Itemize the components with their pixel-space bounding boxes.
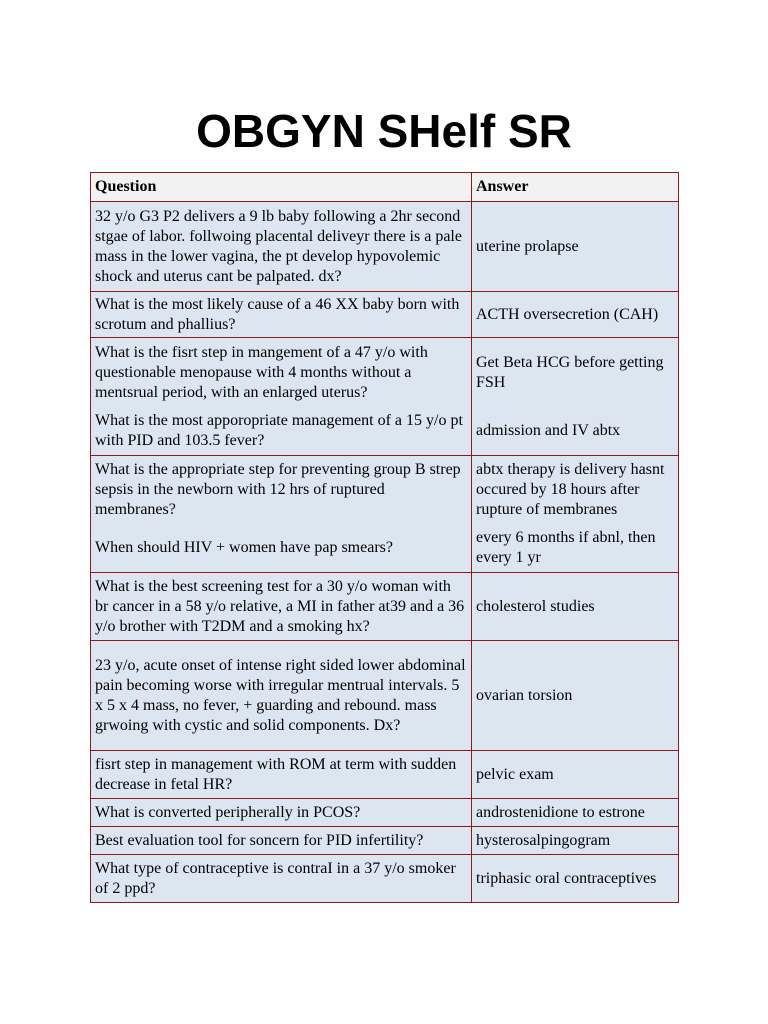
question-cell: What is the fisrt step in mangement of a 47 y/o with questionable menopause with 4 months without a mentsrual period, with an enlarged uterus? <box>91 338 472 408</box>
question-cell: 32 y/o G3 P2 delivers a 9 lb baby following a 2hr second stgae of labor. follwoing placental deliveyr there is a pale mass in the lower vagina, the pt develop hypovolemic shock and uterus cant be palpated. dx? <box>91 202 472 292</box>
answer-cell: admission and IV abtx <box>472 408 679 456</box>
qa-table <box>90 172 679 903</box>
answer-cell: triphasic oral contraceptives <box>472 855 679 903</box>
question-cell: What is the appropriate step for preventing group B strep sepsis in the newborn with 12 hrs of ruptured membranes? <box>91 456 472 524</box>
answer-cell: ACTH oversecretion (CAH) <box>472 292 679 338</box>
question-cell: What is the most apporopriate management of a 15 y/o pt with PID and 103.5 fever? <box>91 408 472 456</box>
answer-cell: Get Beta HCG before getting FSH <box>472 338 679 408</box>
table-row <box>91 408 679 456</box>
answer-cell: androstenidione to estrone <box>472 799 679 827</box>
answer-cell: cholesterol studies <box>472 573 679 641</box>
page-title: OBGYN SHelf SR <box>196 105 572 157</box>
table-row <box>91 524 679 573</box>
question-cell: What is the most likely cause of a 46 XX baby born with scrotum and phallius? <box>91 292 472 338</box>
question-cell: What type of contraceptive is contraI in a 37 y/o smoker of 2 ppd? <box>91 855 472 903</box>
question-cell: fisrt step in management with ROM at term with sudden decrease in fetal HR? <box>91 751 472 799</box>
question-cell: What is converted peripherally in PCOS? <box>91 799 472 827</box>
question-cell: 23 y/o, acute onset of intense right sided lower abdominal pain becoming worse with irregular mentrual intervals. 5 x 5 x 4 mass, no fever, + guarding and rebound. mass grwoing with cystic and solid components. Dx? <box>91 641 472 751</box>
answer-cell: ovarian torsion <box>472 641 679 751</box>
table-header-row <box>91 173 679 202</box>
table-row <box>91 855 679 903</box>
question-cell: When should HIV + women have pap smears? <box>91 524 472 573</box>
answer-cell: hysterosalpingogram <box>472 827 679 855</box>
answer-cell: pelvic exam <box>472 751 679 799</box>
question-cell: Best evaluation tool for soncern for PID infertility? <box>91 827 472 855</box>
table-row <box>91 338 679 408</box>
table-row <box>91 573 679 641</box>
table-row <box>91 751 679 799</box>
answer-cell: uterine prolapse <box>472 202 679 292</box>
answer-cell: abtx therapy is delivery hasnt occured by 18 hours after rupture of membranes <box>472 456 679 524</box>
question-column-header: Question <box>91 173 472 202</box>
table-row <box>91 799 679 827</box>
table-row <box>91 641 679 751</box>
question-cell: What is the best screening test for a 30 y/o woman with br cancer in a 58 y/o relative, a MI in father at39 and a 36 y/o brother with T2DM and a smoking hx? <box>91 573 472 641</box>
table-row <box>91 827 679 855</box>
answer-column-header: Answer <box>472 173 679 202</box>
table-row <box>91 202 679 292</box>
answer-cell: every 6 months if abnl, then every 1 yr <box>472 524 679 573</box>
table-row <box>91 292 679 338</box>
table-row <box>91 456 679 524</box>
